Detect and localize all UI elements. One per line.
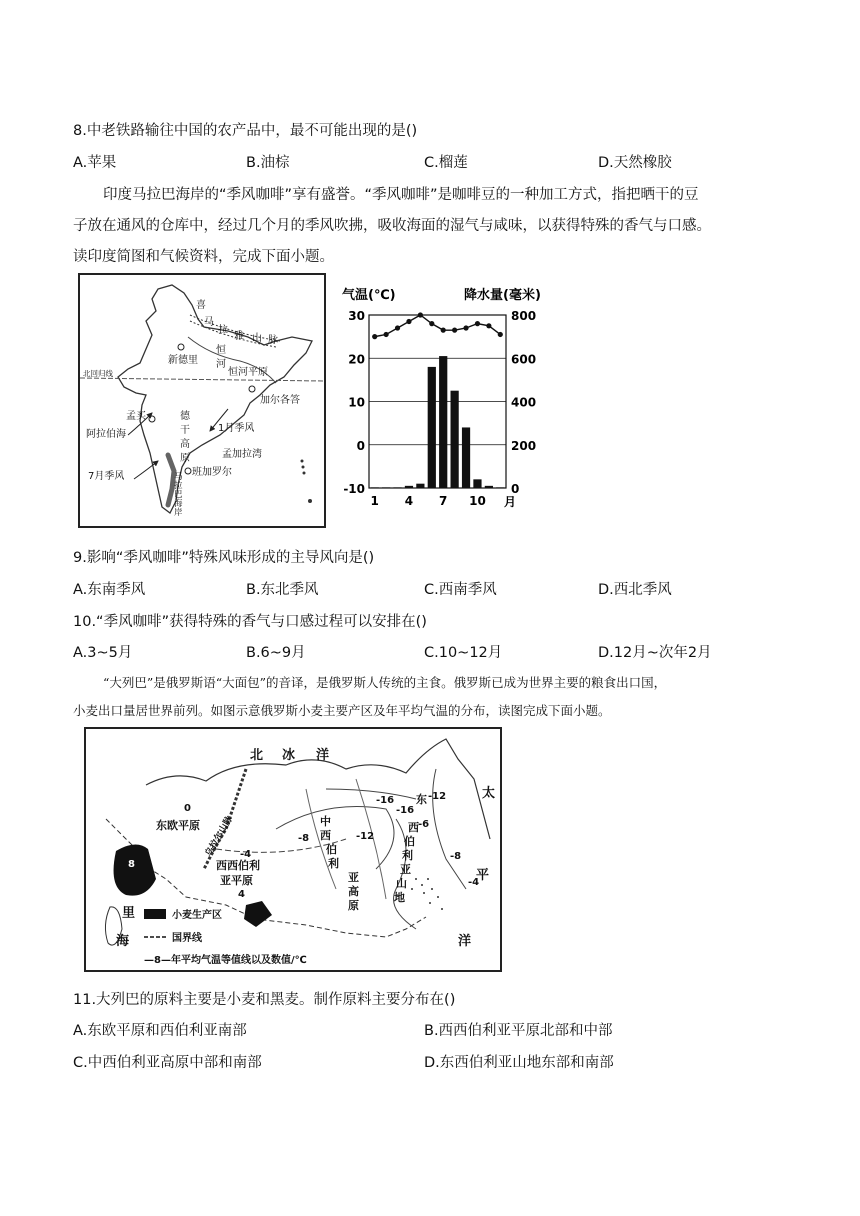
passage2-line2: 小麦出口量居世界前列。如图示意俄罗斯小麦主要产区及年平均气温的分布，读图完成下面小题。: [73, 703, 611, 718]
q9-option-a: A.东南季风: [73, 582, 146, 598]
label-himalaya-6: 脉: [268, 335, 278, 346]
question-11-stem: 11.大列巴的原料主要是小麦和黑麦。制作原料主要分布在(): [73, 992, 456, 1008]
chart-ytick-left: 10: [348, 395, 365, 410]
chart-ytick-right: 0: [511, 482, 520, 496]
label-himalaya-3: 拉: [218, 325, 228, 336]
label-east-siberia-2: 西: [408, 821, 419, 834]
label-malabar-3: 巴: [174, 490, 183, 500]
chart-temperature-point-11: [486, 323, 491, 328]
label-east-siberia-5: 亚: [400, 863, 411, 876]
chart-temperature-point-10: [475, 321, 480, 326]
newdelhi-dot: [178, 344, 184, 350]
chart-bar-month-1: [371, 487, 379, 488]
india-map-svg: [80, 275, 324, 526]
chart-ytick-right: 600: [511, 352, 537, 367]
chart-temperature-point-5: [418, 312, 423, 317]
label-ganges-1: 恒: [216, 345, 226, 356]
label-malabar-1: 马: [174, 472, 183, 482]
label-east-siberia-6: 山: [396, 877, 407, 890]
label-east-europe: 东欧平原: [156, 819, 200, 832]
chart-xticks: [371, 494, 486, 508]
chart-temperature-point-7: [441, 328, 446, 333]
label-tropic: 北回归线: [83, 369, 113, 378]
chart-yticks-left: [343, 309, 365, 496]
iso-label-4: -6: [418, 819, 430, 830]
chart-bar-month-8: [451, 391, 459, 488]
label-deccan-2: 干: [180, 425, 190, 436]
label-central-siberia-1: 中: [320, 815, 331, 828]
question-8-stem: 8.中老铁路输往中国的农产品中，最不可能出现的是(): [73, 123, 418, 139]
chart-temperature-point-1: [372, 334, 377, 339]
label-caspian-2: 海: [116, 934, 130, 949]
iso-label-6: -12: [356, 831, 375, 842]
label-malabar-4: 海: [174, 499, 183, 509]
q11-option-d: D.东西伯利亚山地东部和南部: [424, 1055, 614, 1071]
label-ural: 乌拉尔山脉: [203, 814, 236, 859]
legend-iso-label: —8—年平均气温等值线以及数值/℃: [144, 955, 307, 966]
label-central-siberia-2: 西: [320, 829, 331, 842]
q8-option-c: C.榴莲: [424, 155, 468, 171]
iso-label-5: -8: [298, 833, 310, 844]
passage2-line1: “大列巴”是俄罗斯语“大面包”的音译，是俄罗斯人传统的主食。俄罗斯已成为世界主要的粮食出口国，: [103, 675, 667, 690]
iso-label-13: 4: [238, 889, 245, 900]
label-caspian-1: 里: [122, 906, 136, 921]
label-bangalore: 班加罗尔: [192, 467, 232, 478]
label-central-siberia-4: 利: [328, 857, 339, 870]
q11-option-c: C.中西伯利亚高原中部和南部: [73, 1055, 262, 1071]
q10-option-c: C.10~12月: [424, 645, 503, 661]
chart-ylabel-left: 气温(℃): [342, 288, 396, 303]
chart-yticks-right: [511, 309, 536, 496]
q9-option-c: C.西南季风: [424, 582, 497, 598]
chart-bars: [371, 356, 505, 488]
label-central-siberia-6: 高: [348, 885, 359, 898]
chart-temperature-point-4: [406, 319, 411, 324]
label-himalaya-1: 喜: [196, 300, 206, 311]
chart-temperature-point-2: [384, 332, 389, 337]
label-arctic-1: 北: [250, 748, 264, 763]
label-ganges-plain: 恒河平原: [228, 367, 268, 378]
climate-chart: [338, 283, 563, 515]
question-10-stem: 10.“季风咖啡”获得特殊的香气与口感过程可以安排在(): [73, 614, 427, 630]
q10-option-d: D.12月~次年2月: [598, 645, 712, 661]
q10-option-b: B.6~9月: [246, 645, 306, 661]
chart-bar-month-6: [428, 367, 436, 488]
russia-map-figure: [84, 727, 502, 972]
label-himalaya-5: 山: [252, 333, 262, 344]
chart-xtick: 7: [439, 494, 448, 508]
legend-wheat-swatch: [144, 909, 166, 919]
q8-option-a: A.苹果: [73, 155, 117, 171]
label-mumbai: 孟买: [126, 411, 146, 422]
chart-bar-month-4: [405, 486, 413, 488]
chart-ytick-right: 800: [511, 309, 537, 323]
chart-temperature-point-8: [452, 328, 457, 333]
india-map-figure: [78, 273, 326, 528]
chart-bar-month-2: [382, 487, 390, 488]
label-west-siberia-1: 西西伯利: [216, 859, 260, 872]
mumbai-dot: [149, 416, 155, 422]
label-central-siberia-3: 伯: [326, 843, 337, 856]
label-kolkata: 加尔各答: [260, 395, 300, 406]
iso-label-12: 0: [184, 803, 191, 814]
bangalore-dot: [185, 468, 191, 474]
chart-temperature-point-12: [498, 332, 503, 337]
label-ganges-2: 河: [216, 359, 226, 370]
label-malabar-2: 拉: [174, 481, 183, 491]
legend-wheat-label: 小麦生产区: [172, 910, 222, 921]
label-malabar-5: 岸: [174, 508, 183, 518]
chart-bar-month-3: [393, 487, 401, 488]
label-central-siberia-7: 原: [348, 899, 359, 912]
label-deccan-4: 原: [180, 453, 190, 464]
q8-option-b: B.油棕: [246, 155, 290, 171]
chart-xtick: 1: [370, 494, 379, 508]
label-himalaya-2: 马: [204, 317, 214, 328]
label-east-siberia-1: 东: [416, 793, 427, 806]
label-newdelhi: 新德里: [168, 355, 198, 366]
question-9-stem: 9.影响“季风咖啡”特殊风味形成的主导风向是(): [73, 550, 375, 566]
iso-label-7: -8: [450, 851, 462, 862]
chart-ylabel-right: 降水量(毫米): [464, 288, 541, 303]
iso-label-9: -4: [468, 877, 480, 888]
label-central-siberia-5: 亚: [348, 871, 359, 884]
chart-temperature-point-9: [463, 325, 468, 330]
chart-bar-month-9: [462, 427, 470, 488]
label-pacific-3: 洋: [458, 934, 472, 949]
chart-ytick-left: 30: [348, 309, 365, 323]
label-pacific-2: 平: [476, 868, 490, 883]
iso-label-1: -16: [376, 795, 395, 806]
label-arabian-sea: 阿拉伯海: [86, 429, 126, 440]
chart-bar-month-5: [416, 484, 424, 488]
passage1-line2: 子放在通风的仓库中，经过几个月的季风吹拂，吸收海面的湿气与咸味，以获得特殊的香气与口感。: [73, 218, 711, 234]
chart-bar-month-11: [485, 486, 493, 488]
chart-temperature-polyline: [375, 315, 501, 337]
label-east-siberia-4: 利: [402, 849, 413, 862]
chart-bar-month-12: [496, 487, 504, 488]
label-east-siberia-7: 地: [394, 891, 405, 904]
label-jul-monsoon: 7月季风: [88, 471, 125, 482]
label-bay-bengal: 孟加拉湾: [222, 449, 262, 460]
label-arctic-2: 冰: [282, 748, 296, 763]
iso-label-11: 12: [102, 887, 116, 898]
chart-temperature-point-3: [395, 325, 400, 330]
label-deccan-3: 高: [180, 439, 190, 450]
chart-temperature-line: [372, 312, 503, 339]
chart-ytick-left: 20: [348, 352, 365, 367]
iso-label-2: -12: [428, 791, 447, 802]
iso-label-10: 8: [128, 859, 135, 870]
q11-option-b: B.西西伯利亚平原北部和中部: [424, 1023, 613, 1039]
iso-label-3: -16: [396, 805, 415, 816]
chart-xtick: 4: [404, 494, 414, 508]
chart-ytick-right: 200: [511, 438, 537, 453]
label-deccan-1: 德: [180, 411, 190, 422]
passage1-line1: 印度马拉巴海岸的“季风咖啡”享有盛誉。“季风咖啡”是咖啡豆的一种加工方式，指把晒干的豆: [103, 187, 699, 203]
wheat-region-west: [114, 844, 156, 895]
iso-label-8: -4: [240, 849, 252, 860]
kolkata-dot: [249, 386, 255, 392]
q11-option-a: A.东欧平原和西伯利亚南部: [73, 1023, 247, 1039]
chart-xunit: 月: [504, 495, 517, 509]
q10-option-a: A.3~5月: [73, 645, 133, 661]
chart-ytick-left: -10: [343, 482, 365, 496]
legend-border-label: 国界线: [172, 933, 202, 944]
chart-temperature-point-6: [429, 321, 434, 326]
q9-option-b: B.东北季风: [246, 582, 319, 598]
q8-option-d: D.天然橡胶: [598, 155, 672, 171]
label-west-siberia-2: 亚平原: [220, 874, 253, 887]
chart-bar-month-7: [439, 356, 447, 488]
wheat-region-east: [244, 901, 272, 927]
chart-bar-month-10: [473, 479, 481, 488]
passage1-line3: 读印度简图和气候资料，完成下面小题。: [73, 249, 334, 265]
passage2: [73, 669, 793, 725]
chart-ytick-right: 400: [511, 395, 537, 410]
chart-gridlines: [369, 358, 506, 445]
label-arctic-3: 洋: [316, 748, 330, 763]
q9-option-d: D.西北季风: [598, 582, 672, 598]
chart-ytick-left: 0: [356, 438, 365, 453]
russia-map-svg: [86, 729, 500, 970]
label-himalaya-4: 雅: [234, 331, 244, 342]
label-pacific-1: 太: [482, 786, 496, 801]
chart-xtick: 10: [469, 494, 486, 508]
label-jan-monsoon: 1月季风: [218, 423, 255, 434]
label-east-siberia-3: 伯: [404, 835, 415, 848]
